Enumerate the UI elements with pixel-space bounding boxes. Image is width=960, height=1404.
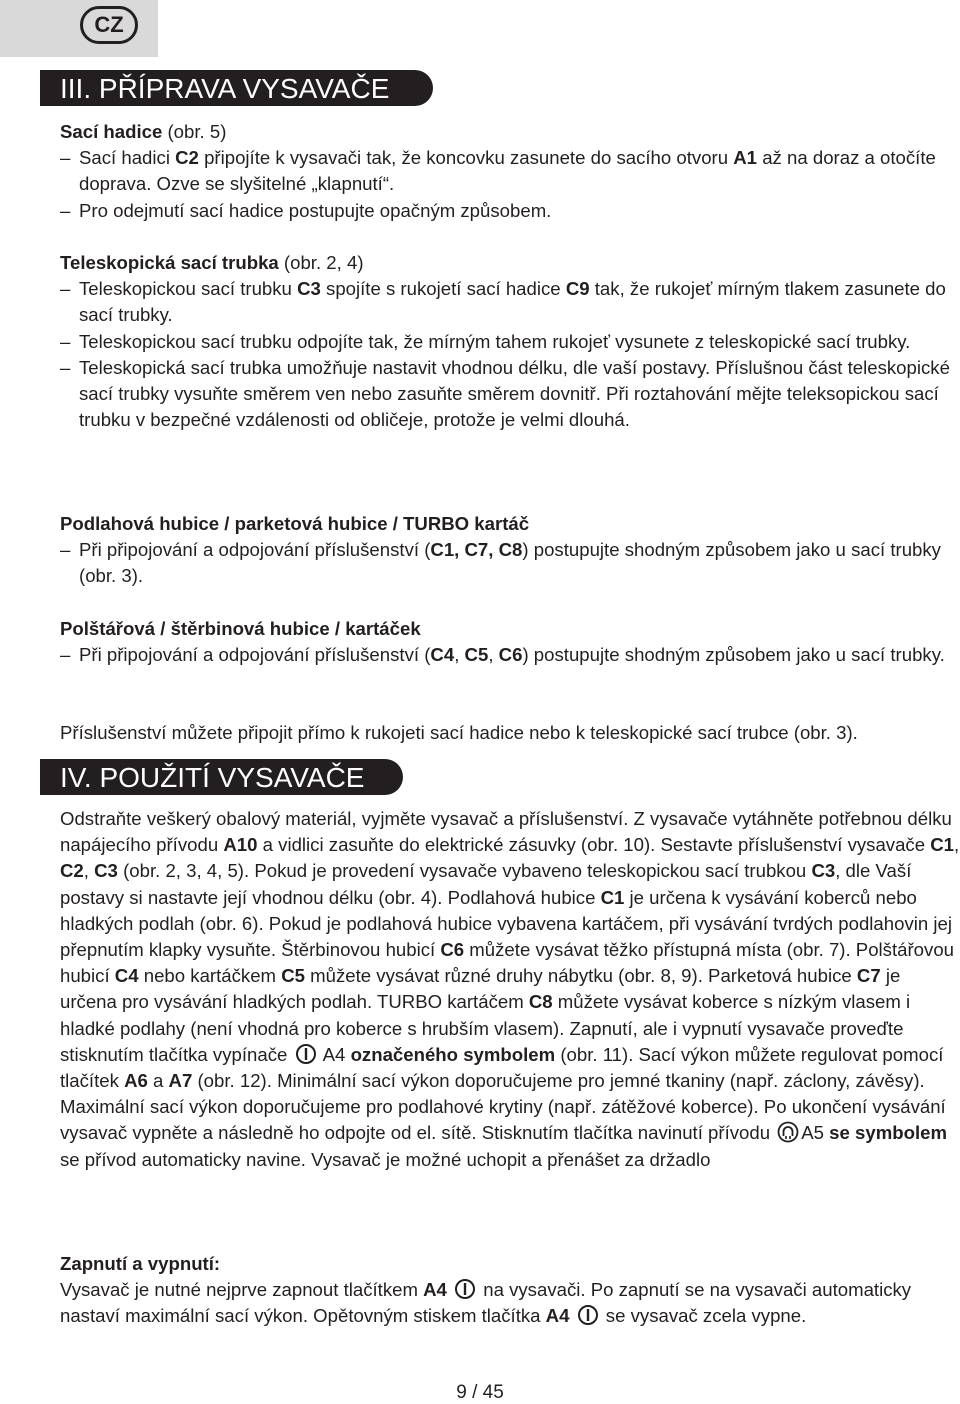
page-separator: / [466, 1382, 483, 1403]
usage-paragraph [60, 806, 960, 1173]
language-tab [0, 0, 158, 57]
onoff-block [60, 1251, 960, 1330]
list-item: – Teleskopickou sací trubku C3 spojíte s rukojetí sací hadice C9 tak, že rukojeť mírným tlakem zasunete do sací trubky. [60, 278, 946, 326]
page-current: 9 [456, 1382, 467, 1403]
power-icon [295, 1043, 317, 1065]
subheading: Podlahová hubice / parketová hubice / TURBO kartáč [60, 513, 530, 534]
section-title: IV. POUŽITÍ VYSAVAČE [60, 762, 365, 793]
note-text: Příslušenství můžete připojit přímo k rukojeti sací hadice nebo k teleskopické sací trubce (obr. 3). [60, 722, 858, 743]
usage-text: Odstraňte veškerý obalový materiál, vyjměte vysavač a příslušenství. Z vysavače vytáhněte potřebnou délku napájecího přívodu A10 a vidlici zasuňte do elektrické zásuvky (obr. 10). Sestavte příslušenství vysavače C1, C2, C3 (obr. 2, 3, 4, 5). Pokud je provedení vysavače vybaveno teleskopickou sací trubkou C3, dle Vaší postavy si nastavte její vhodnou délku (obr. 4). Podlahová hubice C1 je určena k vysávání koberců nebo hladkých podlah (obr. 6). Pokud je podlahová hubice vybavena kartáčem, při vysávání tvrdých podlahovin jej přepnutím klapky vysuňte. Štěrbinovou hubicí C6 můžete vysávat těžko přístupná místa (obr. 7). Polštářovou hubicí C4 nebo kartáčkem C5 můžete vysávat různé druhy nábytku (obr. 8, 9). Parketová hubice C7 je určena pro vysávání hladkých podlah. TURBO kartáčem C8 můžete vysávat koberce s nízkým vlasem i hladké podlahy (není vhodná pro koberce s hrubším vlasem). Zapnutí, ale i vypnutí vysavače proveďte stisknutím tlačítka vypínače A4 označeného symbolem (obr. 11). Sací výkon můžete regulovat pomocí tlačítek A6 a A7 (obr. 12). Minimální sací výkon doporučujeme pro jemné tkaniny (např. záclony, závěsy). Maximální sací výkon doporučujeme pro podlahové krytiny (např. zátěžové koberce). Po ukončení vysávání vysavač vypněte a následně ho odpojte od el. sítě. Stisknutím tlačítka navinutí přívodu A5 se symbolem se přívod automaticky navine. Vysavač je možné uchopit a přenášet za držadlo [60, 808, 960, 1170]
subheading-text: Teleskopická sací trubka [60, 252, 279, 273]
list-item: – Sací hadici C2 připojíte k vysavači tak, že koncovku zasunete do sacího otvoru A1 až na doraz a otočíte doprava. Ozve se slyšitelné „klapnutí“. [60, 147, 936, 195]
tube-block [60, 250, 960, 433]
subheading-text: Sací hadice [60, 121, 163, 142]
language-badge: CZ [80, 6, 138, 44]
subheading [60, 250, 960, 276]
hose-block [60, 119, 960, 224]
list-item: – Teleskopická sací trubka umožňuje nastavit vhodnou délku, dle vaší postavy. Příslušnou část teleskopické sací trubky vysuňte směrem ven nebo zasuňte směrem dovnitř. Při roztahování mějte teleksopickou sací trubku v bezpečné vzdálenosti od obličeje, protože je velmi dlouhá. [60, 356, 950, 431]
list-item: – Při připojování a odpojování příslušenství (C4, C5, C6) postupujte shodným způsobem jako u sací trubky. [60, 644, 945, 666]
list-item: – Při připojování a odpojování příslušenství (C1, C7, C8) postupujte shodným způsobem jako u sací trubky (obr. 3). [60, 539, 941, 587]
list-item: – Teleskopickou sací trubku odpojíte tak, že mírným tahem rukojeť vysunete z teleskopické sací trubky. [60, 330, 911, 352]
floor-nozzle-block [60, 511, 960, 590]
cord-rewind-icon [777, 1121, 799, 1143]
list-item: – Pro odejmutí sací hadice postupujte opačným způsobem. [60, 199, 552, 221]
subheading [60, 119, 960, 145]
power-icon [577, 1304, 599, 1326]
subheading: Zapnutí a vypnutí: [60, 1253, 221, 1274]
page-total: 45 [482, 1382, 504, 1403]
onoff-text: Vysavač je nutné nejprve zapnout tlačítkem A4 na vysavači. Po zapnutí se na vysavači automaticky nastaví maximální sací výkon. Opětovným stiskem tlačítka A4 se vysavač zcela vypne. [60, 1279, 912, 1327]
section-title: III. PŘÍPRAVA VYSAVAČE [60, 73, 390, 104]
subheading: Polštářová / štěrbinová hubice / kartáček [60, 618, 421, 639]
pillow-nozzle-block [60, 616, 960, 668]
figure-ref: (obr. 2, 4) [278, 252, 364, 273]
accessories-note [60, 720, 960, 746]
power-icon [454, 1278, 476, 1300]
figure-ref: (obr. 5) [162, 121, 227, 142]
